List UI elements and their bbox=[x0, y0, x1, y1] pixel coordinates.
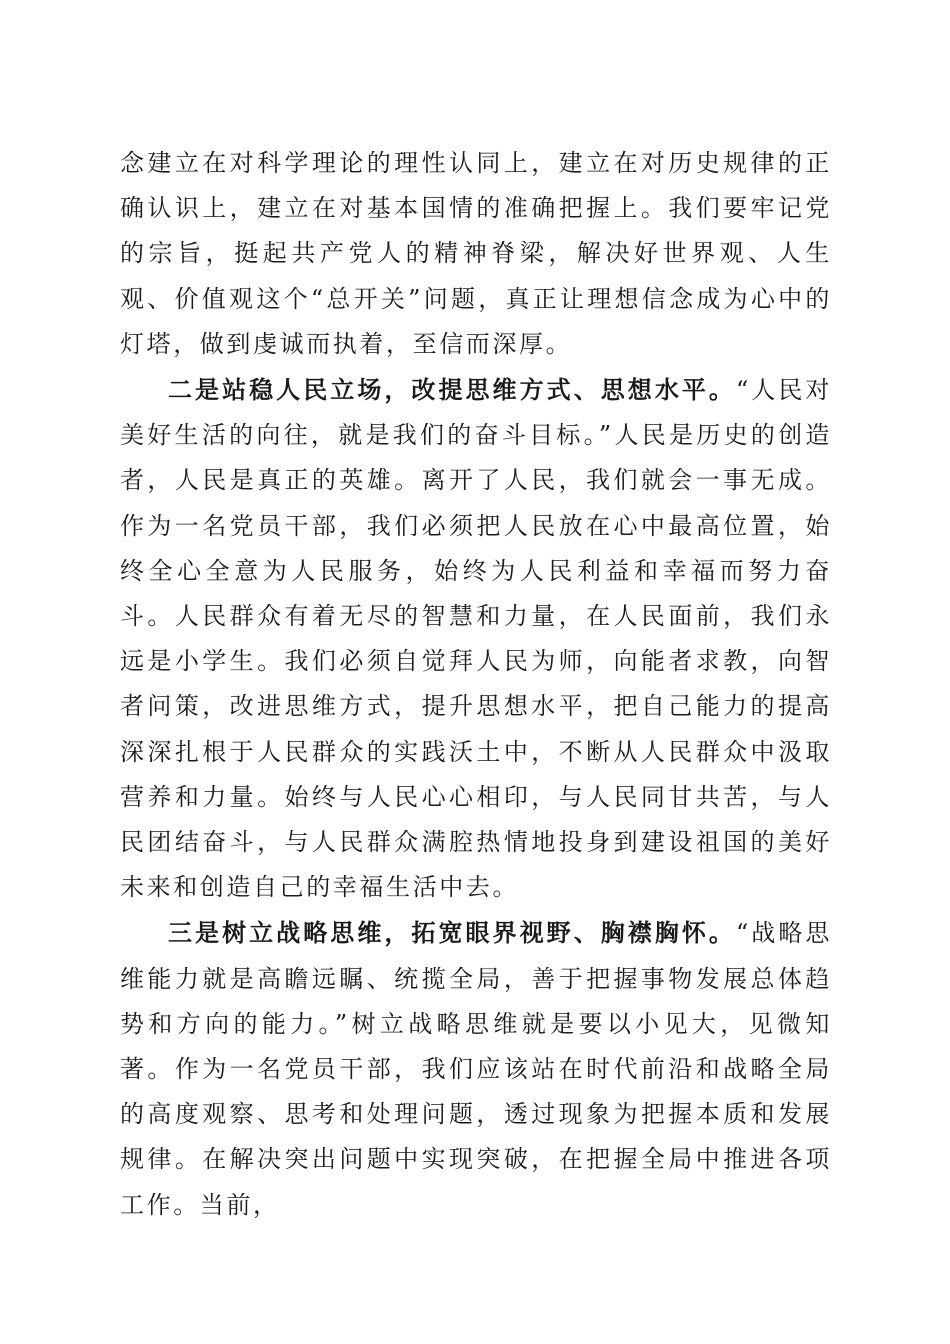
document-body bbox=[120, 141, 832, 1228]
paragraph-1 bbox=[120, 141, 832, 367]
paragraph-3-heading: 三是树立战略思维，拓宽眼界视野、胸襟胸怀。 bbox=[168, 918, 736, 948]
paragraph-2 bbox=[120, 367, 832, 910]
paragraph-2-heading: 二是站稳人民立场，改提思维方式、思想水平。 bbox=[168, 375, 736, 405]
paragraph-1-text: 念建立在对科学理论的理性认同上，建立在对历史规律的正确认识上，建立在对基本国情的准确把握上。我们要牢记党的宗旨，挺起共产党人的精神脊梁，解决好世界观、人生观、价值观这个“总开关”问题，真正让理想信念成为心中的灯塔，做到虔诚而执着，至信而深厚。 bbox=[120, 149, 832, 358]
paragraph-3-text: “战略思维能力就是高瞻远瞩、统揽全局，善于把握事物发展总体趋势和方向的能力。”树立战略思维就是要以小见大，见微知著。作为一名党员干部，我们应该站在时代前沿和战略全局的高度观察、思考和处理问题，透过现象为把握本质和发展规律。在解决突出问题中实现突破，在把握全局中推进各项工作。当前， bbox=[120, 919, 832, 1219]
paragraph-2-text: “人民对美好生活的向往，就是我们的奋斗目标。”人民是历史的创造者，人民是真正的英雄。离开了人民，我们就会一事无成。作为一名党员干部，我们必须把人民放在心中最高位置，始终全心全意为人民服务，始终为人民利益和幸福而努力奋斗。人民群众有着无尽的智慧和力量，在人民面前，我们永远是小学生。我们必须自觉拜人民为师，向能者求教，向智者问策，改进思维方式，提升思想水平，把自己能力的提高深深扎根于人民群众的实践沃土中，不断从人民群众中汲取营养和力量。始终与人民心心相印，与人民同甘共苦，与人民团结奋斗，与人民群众满腔热情地投身到建设祖国的美好未来和创造自己的幸福生活中去。 bbox=[120, 376, 832, 902]
paragraph-3 bbox=[120, 910, 832, 1227]
